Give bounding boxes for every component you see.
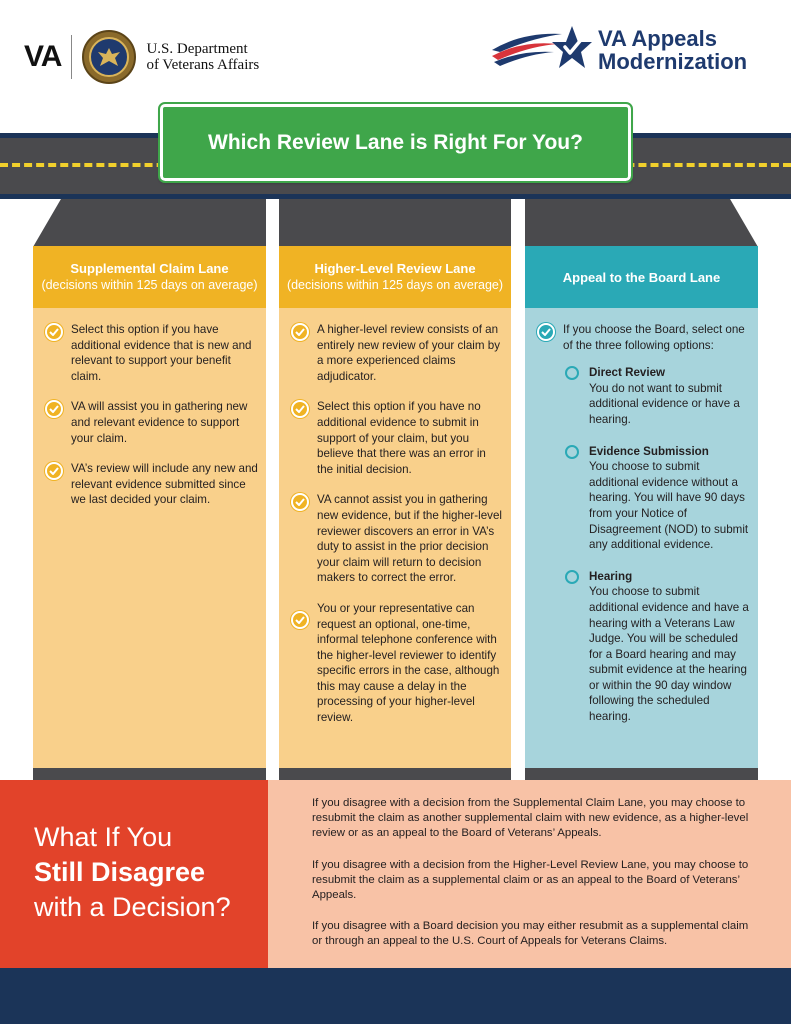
logo-divider	[71, 35, 72, 79]
option-circle-icon	[565, 570, 579, 584]
list-item-text: VA will assist you in gathering new and relevant evidence to support your claim.	[71, 400, 248, 445]
lane-foot-1	[33, 768, 266, 780]
lane-foot-3	[525, 768, 758, 780]
board-option-evidence-submission	[565, 444, 750, 553]
list-item	[45, 399, 258, 446]
lane-foot-2	[279, 768, 511, 780]
check-icon	[45, 400, 63, 418]
disagree-heading-line-3: with a Decision?	[34, 892, 231, 922]
star-swoosh-icon	[492, 22, 592, 78]
check-icon	[291, 611, 309, 629]
check-icon	[537, 323, 555, 341]
appeals-title-line-2: Modernization	[598, 49, 748, 74]
department-name	[146, 41, 259, 73]
list-item-text: A higher-level review consists of an entirely new review of your claim by a more experienced claims adjudicator.	[317, 323, 500, 383]
supplemental-lane-subtitle: (decisions within 125 days on average)	[41, 278, 258, 292]
list-item	[537, 322, 750, 353]
department-line-1: U.S. Department	[146, 41, 248, 57]
higher-level-lane-header	[279, 246, 511, 308]
list-item	[291, 322, 503, 384]
lane-shoulder-1	[33, 199, 266, 247]
option-circle-icon	[565, 445, 579, 459]
check-icon	[291, 400, 309, 418]
check-icon	[291, 493, 309, 511]
va-seal-icon	[82, 30, 136, 84]
list-item	[45, 322, 258, 384]
list-item	[291, 492, 503, 586]
supplemental-lane-body	[33, 308, 266, 768]
highway-sign	[160, 104, 631, 181]
board-lane-title: Appeal to the Board Lane	[562, 269, 721, 285]
list-item	[291, 399, 503, 477]
disagree-heading-line-1: What If You	[34, 822, 173, 852]
check-icon	[45, 323, 63, 341]
check-icon	[45, 462, 63, 480]
disagree-paragraph: If you disagree with a Board decision you may either resubmit as a supplemental claim or through an appeal to the U.S. Court of Appeals for Veterans Claims.	[312, 920, 749, 948]
list-item-text: VA’s review will include any new and relevant evidence submitted since we last decided your claim.	[71, 462, 258, 507]
option-text: You choose to submit additional evidence without a hearing. You will have 90 days from your Notice of Disagreement (NOD) to submit any additional evidence.	[589, 460, 749, 552]
list-item-text: VA cannot assist you in gathering new evidence, but if the higher-level reviewer discovers an error in VA’s duty to assist in the prior decision your claim will return to decision makers to correct the error.	[317, 493, 502, 585]
board-lane-header	[525, 246, 758, 308]
department-line-2: of Veterans Affairs	[146, 57, 260, 73]
board-option-direct-review	[565, 365, 750, 427]
option-text: You do not want to submit additional evidence or have a hearing.	[589, 381, 740, 426]
disagree-heading-panel	[0, 780, 268, 968]
list-item-text: Select this option if you have additional evidence that is new and relevant to support your benefit claim.	[71, 323, 252, 383]
higher-level-lane-body	[279, 308, 511, 768]
check-icon	[291, 323, 309, 341]
footer-bar	[0, 968, 791, 1024]
option-circle-icon	[565, 366, 579, 380]
list-item-text: You or your representative can request an optional, one-time, informal telephone conference with the higher-level reviewer to identify specific errors in the case, although this may cause a delay in the processing of your higher-level review.	[317, 601, 500, 725]
board-option-hearing	[565, 569, 750, 725]
option-title: Hearing	[589, 569, 633, 583]
appeals-title-line-1: VA Appeals	[598, 26, 717, 51]
option-title: Direct Review	[589, 366, 666, 380]
board-lane-body	[525, 308, 758, 768]
lane-shoulder-3	[525, 199, 758, 247]
appeals-modernization-logo	[492, 22, 747, 78]
disagree-text-panel	[268, 780, 791, 968]
disagree-paragraph: If you disagree with a decision from the Higher-Level Review Lane, you may choose to resubmit the claim as a supplemental claim or as an appeal to the Board of Veterans’ Appeals.	[312, 858, 749, 902]
option-text: You choose to submit additional evidence and have a hearing with a Veterans Law Judge. You will be scheduled for a Board hearing and may submit evidence at the hearing or within the 90 day window following the scheduled hearing.	[589, 585, 749, 724]
va-logo	[24, 30, 259, 84]
higher-level-lane-title: Higher-Level Review Lane	[314, 261, 476, 276]
supplemental-lane-header	[33, 246, 266, 308]
disagree-paragraph: If you disagree with a decision from the Supplemental Claim Lane, you may choose to resubmit the claim as another supplemental claim with new evidence, as a higher-level review or as an appeal to the Board of Veterans’ Appeals.	[312, 797, 749, 840]
list-item	[291, 601, 503, 726]
list-item	[45, 461, 258, 508]
list-item-text: Select this option if you have no additional evidence to submit in support of your claim, but you believe that there was an error in the initial decision.	[317, 400, 486, 476]
disagree-heading-line-2: Still Disagree	[34, 857, 206, 887]
option-title: Evidence Submission	[589, 444, 709, 458]
board-intro-text: If you choose the Board, select one of the three following options:	[563, 323, 745, 352]
supplemental-lane-title: Supplemental Claim Lane	[70, 261, 229, 276]
higher-level-lane-subtitle: (decisions within 125 days on average)	[286, 278, 504, 292]
sign-title: Which Review Lane is Right For You?	[208, 130, 583, 154]
va-wordmark: VA	[24, 40, 62, 73]
lane-shoulder-2	[279, 199, 511, 247]
